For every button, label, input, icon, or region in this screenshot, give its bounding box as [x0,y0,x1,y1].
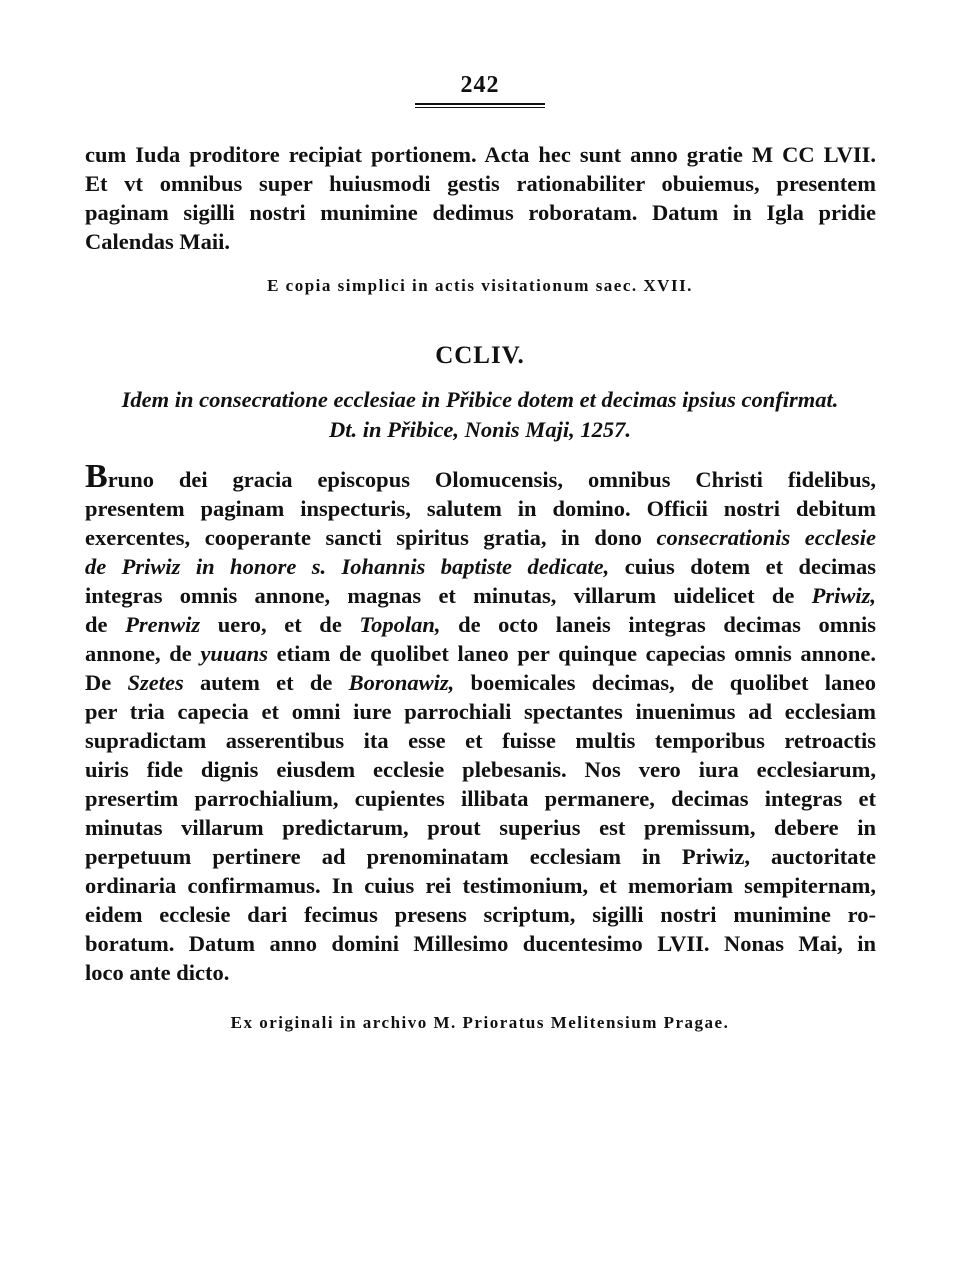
text-line [85,581,876,610]
text-span: exercentes, cooperante sancti spiritus gratia, in dono [85,525,657,550]
text-line: perpetuum pertinere ad prenominatam ecclesiam in Priwiz, auctoritate [85,844,876,869]
document-number: CCLIV. [435,342,525,369]
italic-span: Prenwiz [125,612,201,637]
text-line: minutas villarum predictarum, prout superius est premissum, debere in [85,815,876,840]
text-line: per tria capecia et omni iure parrochiali spectantes inuenimus ad ecclesiam [85,699,876,724]
text-span: boemicales decimas, de quolibet laneo [454,670,876,695]
text-span: uero, et de [200,612,360,637]
text-line: ordinaria confirmamus. In cuius rei testimonium, et memoriam sempiternam, [85,873,876,898]
page-number-rule-thin [415,107,545,108]
text-line [85,458,876,495]
text-line: boratum. Datum anno domini Millesimo ducentesimo LVII. Nonas Mai, in [85,931,876,956]
text-span: de octo laneis integras decimas omnis [440,612,876,637]
text-line: presentem paginam inspecturis, salutem in domino. Officii nostri debitum [85,496,876,521]
text-line [85,668,876,697]
text-line: Calendas Maii. [85,229,231,254]
text-span: runo dei gracia episcopus Olomucensis, omnibus Christi fidelibus, [107,467,876,492]
text-line: presertim parrochialium, cupientes illibata permanere, decimas integras et [85,786,876,811]
initial-letter: B [85,458,108,495]
source-note: E copia simplici in actis visitationum saec. XVII. [267,276,693,295]
source-note: Ex originali in archivo M. Prioratus Melitensium Pragae. [230,1013,730,1032]
text-span: etiam de quolibet laneo per quinque capecias omnis annone. [267,641,877,666]
text-span: de [85,612,126,637]
page-number-rule [415,103,545,105]
text-line [85,639,876,668]
text-span: integras omnis annone, magnas et minutas, villarum uidelicet de [85,583,812,608]
text-line: supradictam asserentibus ita esse et fuisse multis temporibus retroactis [85,728,876,753]
italic-span: Topolan, [359,612,441,637]
page-number: 242 [460,72,500,98]
text-line: eidem ecclesie dari fecimus presens scriptum, sigilli nostri munimine ro- [85,902,876,927]
text-line: paginam sigilli nostri munimine dedimus roboratam. Datum in Igla pridie [85,200,876,225]
text-line: Et vt omnibus super huiusmodi gestis rationabiliter obuiemus, presentem [85,171,876,196]
italic-span: de Priwiz in honore s. Iohannis baptiste dedicate, [85,554,610,579]
text-span: annone, de [85,641,201,666]
regest-line: Idem in consecratione ecclesiae in Přibice dotem et decimas ipsius confirmat. [121,387,839,412]
text-line: loco ante dicto. [85,960,230,985]
italic-span: yuuans [200,641,268,666]
text-line [85,523,876,552]
text-line: cum Iuda proditore recipiat portionem. Acta hec sunt anno gratie M CC LVII. [85,142,876,167]
text-line [85,552,876,581]
italic-span: Szetes [127,670,184,695]
text-span: De [85,670,128,695]
text-line: uiris fide dignis eiusdem ecclesie plebesanis. Nos vero iura ecclesiarum, [85,757,876,782]
regest-date-line: Dt. in Přibice, Nonis Maji, 1257. [329,417,631,442]
text-line [85,610,876,639]
italic-span: Priwiz, [811,583,876,608]
italic-span: consecrationis ecclesie [656,525,876,550]
italic-span: Boronawiz, [348,670,455,695]
text-span: autem et de [183,670,349,695]
text-span: cuius dotem et decimas [609,554,876,579]
